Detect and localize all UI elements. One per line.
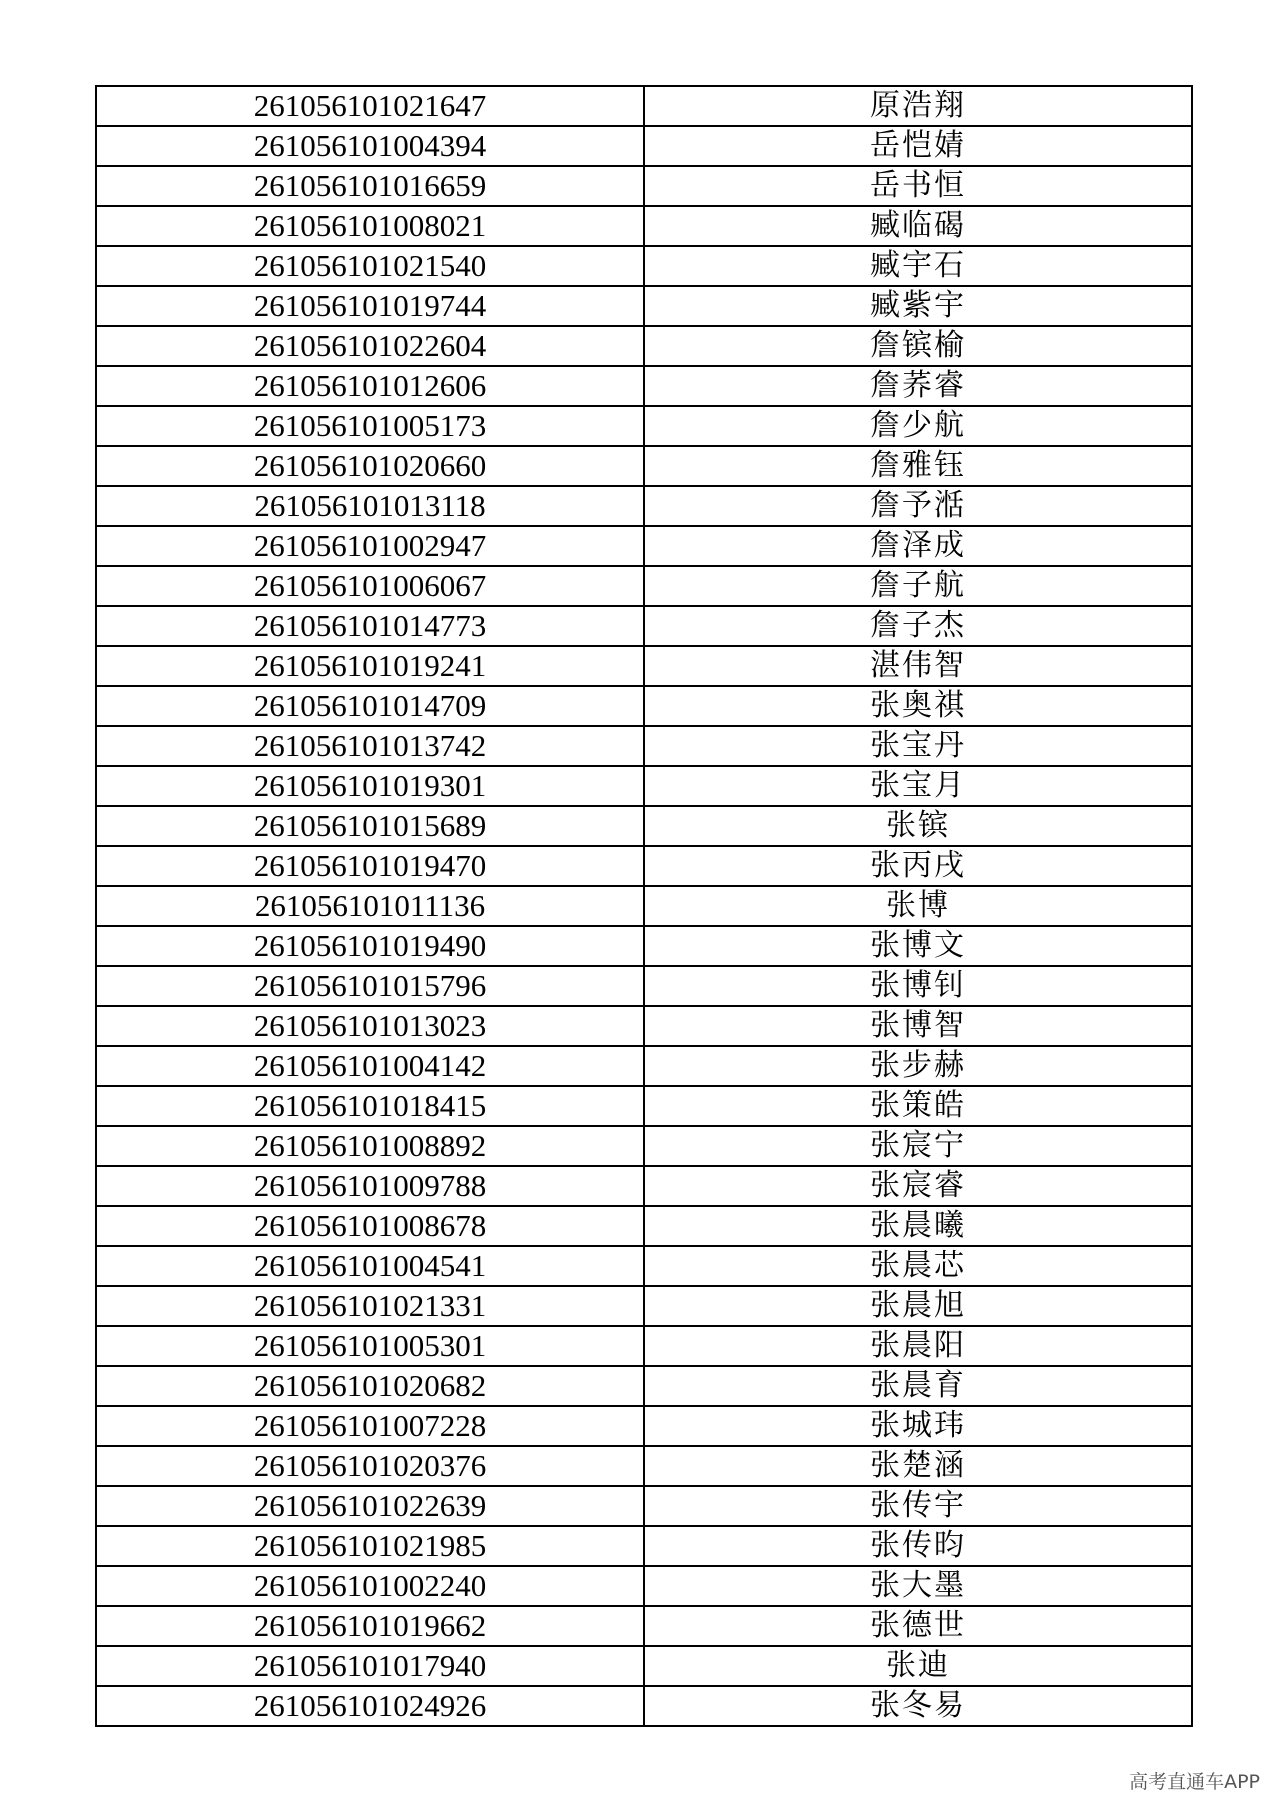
candidate-id-cell: 261056101013742	[96, 726, 644, 766]
candidate-name-cell: 张博智	[644, 1006, 1192, 1046]
table-row	[96, 1486, 1192, 1526]
candidate-name-cell: 臧临碣	[644, 206, 1192, 246]
candidate-name-cell: 臧宇石	[644, 246, 1192, 286]
candidate-name-cell: 张冬易	[644, 1686, 1192, 1726]
candidate-name-cell: 张晨曦	[644, 1206, 1192, 1246]
candidate-id-cell: 261056101015796	[96, 966, 644, 1006]
candidate-id-cell: 261056101013023	[96, 1006, 644, 1046]
candidate-name-cell: 张宝月	[644, 766, 1192, 806]
table-row	[96, 486, 1192, 526]
candidate-name-cell: 张德世	[644, 1606, 1192, 1646]
table-row	[96, 566, 1192, 606]
candidate-name-cell: 张宝丹	[644, 726, 1192, 766]
candidate-name-cell: 原浩翔	[644, 86, 1192, 126]
candidate-id-cell: 261056101008892	[96, 1126, 644, 1166]
candidate-id-cell: 261056101004394	[96, 126, 644, 166]
table-row	[96, 1526, 1192, 1566]
candidate-name-cell: 张博文	[644, 926, 1192, 966]
candidate-name-cell: 张楚涵	[644, 1446, 1192, 1486]
table-row	[96, 1446, 1192, 1486]
table-row	[96, 1686, 1192, 1726]
candidate-id-cell: 261056101009788	[96, 1166, 644, 1206]
table-row	[96, 206, 1192, 246]
candidate-name-cell: 张步赫	[644, 1046, 1192, 1086]
candidate-name-cell: 张博	[644, 886, 1192, 926]
table-row	[96, 446, 1192, 486]
candidate-id-cell: 261056101005301	[96, 1326, 644, 1366]
candidate-name-cell: 张宸睿	[644, 1166, 1192, 1206]
table-row	[96, 406, 1192, 446]
table-row	[96, 1006, 1192, 1046]
candidate-id-cell: 261056101013118	[96, 486, 644, 526]
table-row	[96, 326, 1192, 366]
candidate-id-cell: 261056101018415	[96, 1086, 644, 1126]
candidate-id-cell: 261056101008021	[96, 206, 644, 246]
candidate-name-cell: 詹镔榆	[644, 326, 1192, 366]
candidate-id-cell: 261056101020682	[96, 1366, 644, 1406]
table-row	[96, 366, 1192, 406]
candidate-id-cell: 261056101016659	[96, 166, 644, 206]
table-row	[96, 766, 1192, 806]
candidate-name-cell: 张大墨	[644, 1566, 1192, 1606]
candidate-table	[95, 85, 1193, 1727]
candidate-id-cell: 261056101006067	[96, 566, 644, 606]
table-row	[96, 646, 1192, 686]
candidate-id-cell: 261056101014709	[96, 686, 644, 726]
candidate-id-cell: 261056101014773	[96, 606, 644, 646]
candidate-id-cell: 261056101020376	[96, 1446, 644, 1486]
table-row	[96, 526, 1192, 566]
candidate-id-cell: 261056101012606	[96, 366, 644, 406]
candidate-name-cell: 张博钊	[644, 966, 1192, 1006]
candidate-name-cell: 张传昀	[644, 1526, 1192, 1566]
table-row	[96, 126, 1192, 166]
candidate-id-cell: 261056101019744	[96, 286, 644, 326]
candidate-id-cell: 261056101024926	[96, 1686, 644, 1726]
candidate-name-cell: 詹雅钰	[644, 446, 1192, 486]
table-row	[96, 1406, 1192, 1446]
table-row	[96, 1566, 1192, 1606]
candidate-id-cell: 261056101011136	[96, 886, 644, 926]
candidate-name-cell: 张奥祺	[644, 686, 1192, 726]
candidate-name-cell: 张晨旭	[644, 1286, 1192, 1326]
candidate-name-cell: 张传宇	[644, 1486, 1192, 1526]
candidate-id-cell: 261056101002240	[96, 1566, 644, 1606]
candidate-id-cell: 261056101017940	[96, 1646, 644, 1686]
candidate-name-cell: 张迪	[644, 1646, 1192, 1686]
watermark-text: 高考直通车APP	[1129, 1771, 1260, 1793]
table-row	[96, 886, 1192, 926]
table-row	[96, 86, 1192, 126]
candidate-name-cell: 詹子航	[644, 566, 1192, 606]
candidate-id-cell: 261056101019470	[96, 846, 644, 886]
candidate-name-cell: 詹予湉	[644, 486, 1192, 526]
candidate-name-cell: 张晨阳	[644, 1326, 1192, 1366]
candidate-name-cell: 张晨育	[644, 1366, 1192, 1406]
table-row	[96, 1606, 1192, 1646]
candidate-id-cell: 261056101021647	[96, 86, 644, 126]
candidate-id-cell: 261056101019241	[96, 646, 644, 686]
candidate-name-cell: 湛伟智	[644, 646, 1192, 686]
candidate-id-cell: 261056101021540	[96, 246, 644, 286]
table-row	[96, 1086, 1192, 1126]
candidate-name-cell: 詹子杰	[644, 606, 1192, 646]
table-row	[96, 966, 1192, 1006]
table-body	[96, 86, 1192, 1726]
candidate-id-cell: 261056101020660	[96, 446, 644, 486]
candidate-id-cell: 261056101007228	[96, 1406, 644, 1446]
table-row	[96, 1646, 1192, 1686]
candidate-name-cell: 张宸宁	[644, 1126, 1192, 1166]
table-row	[96, 806, 1192, 846]
candidate-id-cell: 261056101005173	[96, 406, 644, 446]
table-row	[96, 926, 1192, 966]
table-row	[96, 166, 1192, 206]
candidate-id-cell: 261056101021331	[96, 1286, 644, 1326]
table-row	[96, 1126, 1192, 1166]
table-row	[96, 246, 1192, 286]
candidate-name-cell: 张策皓	[644, 1086, 1192, 1126]
table-row	[96, 286, 1192, 326]
table-row	[96, 1366, 1192, 1406]
candidate-name-cell: 詹泽成	[644, 526, 1192, 566]
candidate-id-cell: 261056101019301	[96, 766, 644, 806]
candidate-name-cell: 詹少航	[644, 406, 1192, 446]
table-row	[96, 846, 1192, 886]
candidate-id-cell: 261056101021985	[96, 1526, 644, 1566]
candidate-name-cell: 詹荞睿	[644, 366, 1192, 406]
candidate-id-cell: 261056101008678	[96, 1206, 644, 1246]
candidate-id-cell: 261056101022604	[96, 326, 644, 366]
candidate-name-cell: 张晨芯	[644, 1246, 1192, 1286]
candidate-id-cell: 261056101002947	[96, 526, 644, 566]
table-row	[96, 1286, 1192, 1326]
candidate-id-cell: 261056101019490	[96, 926, 644, 966]
candidate-id-cell: 261056101004142	[96, 1046, 644, 1086]
table-row	[96, 1166, 1192, 1206]
table-row	[96, 726, 1192, 766]
candidate-id-cell: 261056101004541	[96, 1246, 644, 1286]
candidate-name-cell: 张丙戌	[644, 846, 1192, 886]
table-row	[96, 1046, 1192, 1086]
table-row	[96, 1206, 1192, 1246]
candidate-name-cell: 岳恺婧	[644, 126, 1192, 166]
candidate-id-cell: 261056101015689	[96, 806, 644, 846]
candidate-name-cell: 岳书恒	[644, 166, 1192, 206]
table-row	[96, 606, 1192, 646]
candidate-name-cell: 张镔	[644, 806, 1192, 846]
candidate-id-cell: 261056101022639	[96, 1486, 644, 1526]
table-row	[96, 686, 1192, 726]
table-row	[96, 1246, 1192, 1286]
candidate-name-cell: 臧紫宇	[644, 286, 1192, 326]
candidate-id-cell: 261056101019662	[96, 1606, 644, 1646]
candidate-name-cell: 张城玮	[644, 1406, 1192, 1446]
table-row	[96, 1326, 1192, 1366]
